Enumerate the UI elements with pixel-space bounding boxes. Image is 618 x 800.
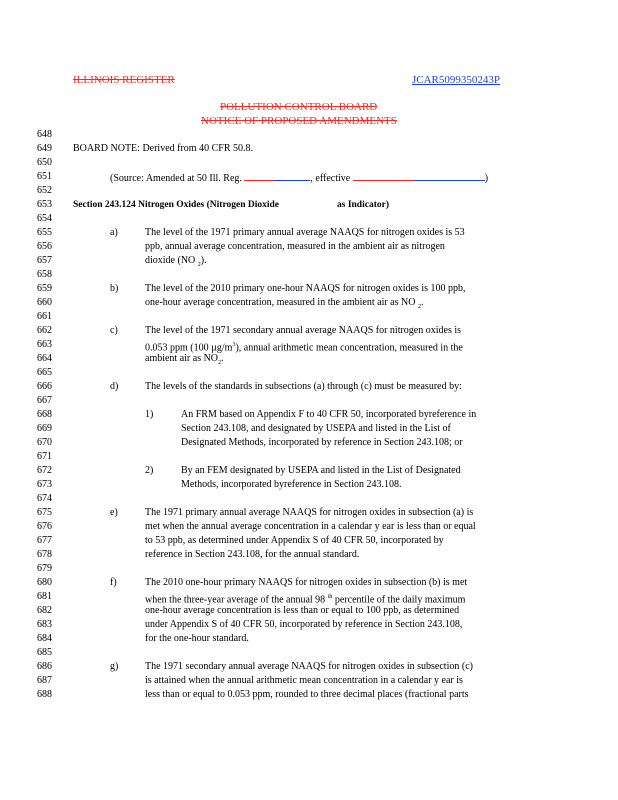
para-f-line2-end: percentile of the daily maximum bbox=[332, 594, 466, 606]
item-1-line1: An FRM based on Appendix F to 40 CFR 50, incorporated byreference in bbox=[181, 409, 477, 420]
line-number: 669 bbox=[37, 423, 52, 434]
line-number: 684 bbox=[37, 633, 52, 644]
para-e-line1: The 1971 primary annual average NAAQS for nitrogen oxides in subsection (a) is bbox=[145, 507, 474, 518]
line-number: 680 bbox=[37, 577, 52, 588]
line-number: 676 bbox=[37, 521, 52, 532]
item-2-line1: By an FEM designated by USEPA and listed in the List of Designated bbox=[181, 465, 461, 476]
line-number: 688 bbox=[37, 689, 52, 700]
para-a-line2: ppb, annual average concentration, measured in the ambient air as nitrogen bbox=[145, 241, 445, 252]
line-number: 683 bbox=[37, 619, 52, 630]
item-1-label: 1) bbox=[145, 409, 154, 420]
line-number: 649 bbox=[37, 143, 52, 154]
th-superscript: th bbox=[327, 594, 333, 600]
line-number: 675 bbox=[37, 507, 52, 518]
line-number: 652 bbox=[37, 185, 52, 196]
para-b-line2-text: one-hour average concentration, measured in the ambient air as NO bbox=[145, 297, 416, 308]
jcar-link[interactable]: JCAR5099350243P bbox=[412, 74, 501, 86]
para-c-line1: The level of the 1971 secondary annual average NAAQS for nitrogen oxides is bbox=[145, 325, 462, 336]
line-number: 674 bbox=[37, 493, 52, 504]
line-number: 668 bbox=[37, 409, 52, 420]
item-2-line2: Methods, incorporated byreference in Section 243.108. bbox=[181, 479, 402, 490]
board-note: BOARD NOTE: Derived from 40 CFR 50.8. bbox=[73, 143, 253, 154]
line-number: 687 bbox=[37, 675, 52, 686]
line-number: 654 bbox=[37, 213, 52, 224]
source-red-blank bbox=[244, 171, 274, 181]
line-number: 664 bbox=[37, 353, 52, 364]
line-number: 678 bbox=[37, 549, 52, 560]
para-b-line1: The level of the 2010 primary one-hour NAAQS for nitrogen oxides is 100 ppb, bbox=[145, 283, 466, 294]
agency-title: POLLUTION CONTROL BOARD bbox=[220, 101, 378, 113]
line-number: 662 bbox=[37, 325, 52, 336]
line-number: 673 bbox=[37, 479, 52, 490]
line-number: 677 bbox=[37, 535, 52, 546]
line-number: 667 bbox=[37, 395, 52, 406]
line-number: 659 bbox=[37, 283, 52, 294]
source-suffix: ) bbox=[484, 173, 489, 184]
para-b-line2-end: . bbox=[420, 297, 424, 308]
source-middle: , effective bbox=[310, 173, 351, 184]
cubed-superscript: 3 bbox=[232, 342, 236, 348]
source-line bbox=[110, 171, 488, 185]
para-f-line4: under Appendix S of 40 CFR 50, incorporated by reference in Section 243.108, bbox=[145, 619, 463, 630]
line-number: 656 bbox=[37, 241, 52, 252]
para-a-line1: The level of the 1971 primary annual average NAAQS for nitrogen oxides is 53 bbox=[145, 227, 465, 238]
line-number: 657 bbox=[37, 255, 52, 266]
line-number: 653 bbox=[37, 199, 52, 210]
line-number: 672 bbox=[37, 465, 52, 476]
no2-subscript: 2 bbox=[218, 360, 222, 366]
line-number: 686 bbox=[37, 661, 52, 672]
para-e-line2: met when the annual average concentration in a calendar y ear is less than or equal bbox=[145, 521, 476, 532]
para-c-line2-end: ), annual arithmetic mean concentration, measured in the bbox=[235, 342, 463, 354]
para-c-line3-text: ambient air as NO bbox=[145, 353, 219, 364]
source-blue-blank bbox=[274, 171, 310, 181]
line-number: 679 bbox=[37, 563, 52, 574]
para-g-label: g) bbox=[110, 661, 119, 672]
source-prefix: (Source: Amended at 50 Ill. Reg. bbox=[110, 173, 242, 184]
para-e-label: e) bbox=[110, 507, 118, 518]
para-e-line3: to 53 ppb, as determined under Appendix S of 40 CFR 50, incorporated by bbox=[145, 535, 444, 546]
effective-blue-blank bbox=[413, 171, 485, 181]
para-d-line1: The levels of the standards in subsections (a) through (c) must be measured by: bbox=[145, 381, 462, 392]
line-number: 651 bbox=[37, 171, 52, 182]
line-number: 663 bbox=[37, 339, 52, 350]
section-title-b: as Indicator) bbox=[337, 200, 389, 210]
para-b-line2 bbox=[145, 297, 423, 313]
para-c-line3-end: . bbox=[221, 353, 224, 364]
line-number: 682 bbox=[37, 605, 52, 616]
line-number: 670 bbox=[37, 437, 52, 448]
item-1-line2: Section 243.108, and designated by USEPA and listed in the List of bbox=[181, 423, 451, 434]
para-f-line3: one-hour average concentration is less than or equal to 100 ppb, as determined bbox=[145, 605, 460, 616]
line-number: 681 bbox=[37, 591, 52, 602]
para-b-label: b) bbox=[110, 283, 119, 294]
item-2-label: 2) bbox=[145, 465, 154, 476]
para-a-line3 bbox=[145, 255, 207, 271]
para-f-label: f) bbox=[110, 577, 117, 588]
para-c-line3 bbox=[145, 353, 224, 369]
line-number: 655 bbox=[37, 227, 52, 238]
no2-subscript: 2 bbox=[417, 304, 421, 310]
para-g-line1: The 1971 secondary annual average NAAQS for nitrogen oxides in subsection (c) bbox=[145, 661, 473, 672]
para-d-label: d) bbox=[110, 381, 119, 392]
para-f-line1: The 2010 one-hour primary NAAQS for nitrogen oxides in subsection (b) is met bbox=[145, 577, 468, 588]
item-1-line3: Designated Methods, incorporated by reference in Section 243.108; or bbox=[181, 437, 463, 448]
line-number: 665 bbox=[37, 367, 52, 378]
para-a-line3-end: ). bbox=[200, 255, 207, 266]
notice-title: NOTICE OF PROPOSED AMENDMENTS bbox=[201, 115, 397, 127]
line-number: 661 bbox=[37, 311, 52, 322]
para-a-line3-text: dioxide (NO bbox=[145, 255, 196, 266]
para-f-line5: for the one-hour standard. bbox=[145, 633, 249, 644]
no2-subscript: 2 bbox=[197, 262, 201, 268]
line-number: 650 bbox=[37, 157, 52, 168]
para-g-line3: less than or equal to 0.053 ppm, rounded to three decimal places (fractional parts bbox=[145, 689, 469, 700]
line-number: 660 bbox=[37, 297, 52, 308]
line-number: 685 bbox=[37, 647, 52, 658]
para-e-line4: reference in Section 243.108, for the annual standard. bbox=[145, 549, 360, 560]
line-number: 671 bbox=[37, 451, 52, 462]
para-f-line2-text: when the three-year average of the annual 98 bbox=[145, 594, 326, 606]
section-title-a: Section 243.124 Nitrogen Oxides (Nitrogen Dioxide bbox=[73, 200, 279, 210]
line-number: 666 bbox=[37, 381, 52, 392]
line-number: 658 bbox=[37, 269, 52, 280]
effective-red-blank bbox=[353, 171, 413, 181]
para-g-line2: is attained when the annual arithmetic mean concentration in a calendar y ear is bbox=[145, 675, 463, 686]
para-c-label: c) bbox=[110, 325, 118, 336]
para-a-label: a) bbox=[110, 227, 118, 238]
line-number: 648 bbox=[37, 129, 52, 140]
register-title: ILLINOIS REGISTER bbox=[73, 74, 175, 86]
para-c-line2-text: 0.053 ppm (100 µg/m bbox=[145, 342, 233, 354]
